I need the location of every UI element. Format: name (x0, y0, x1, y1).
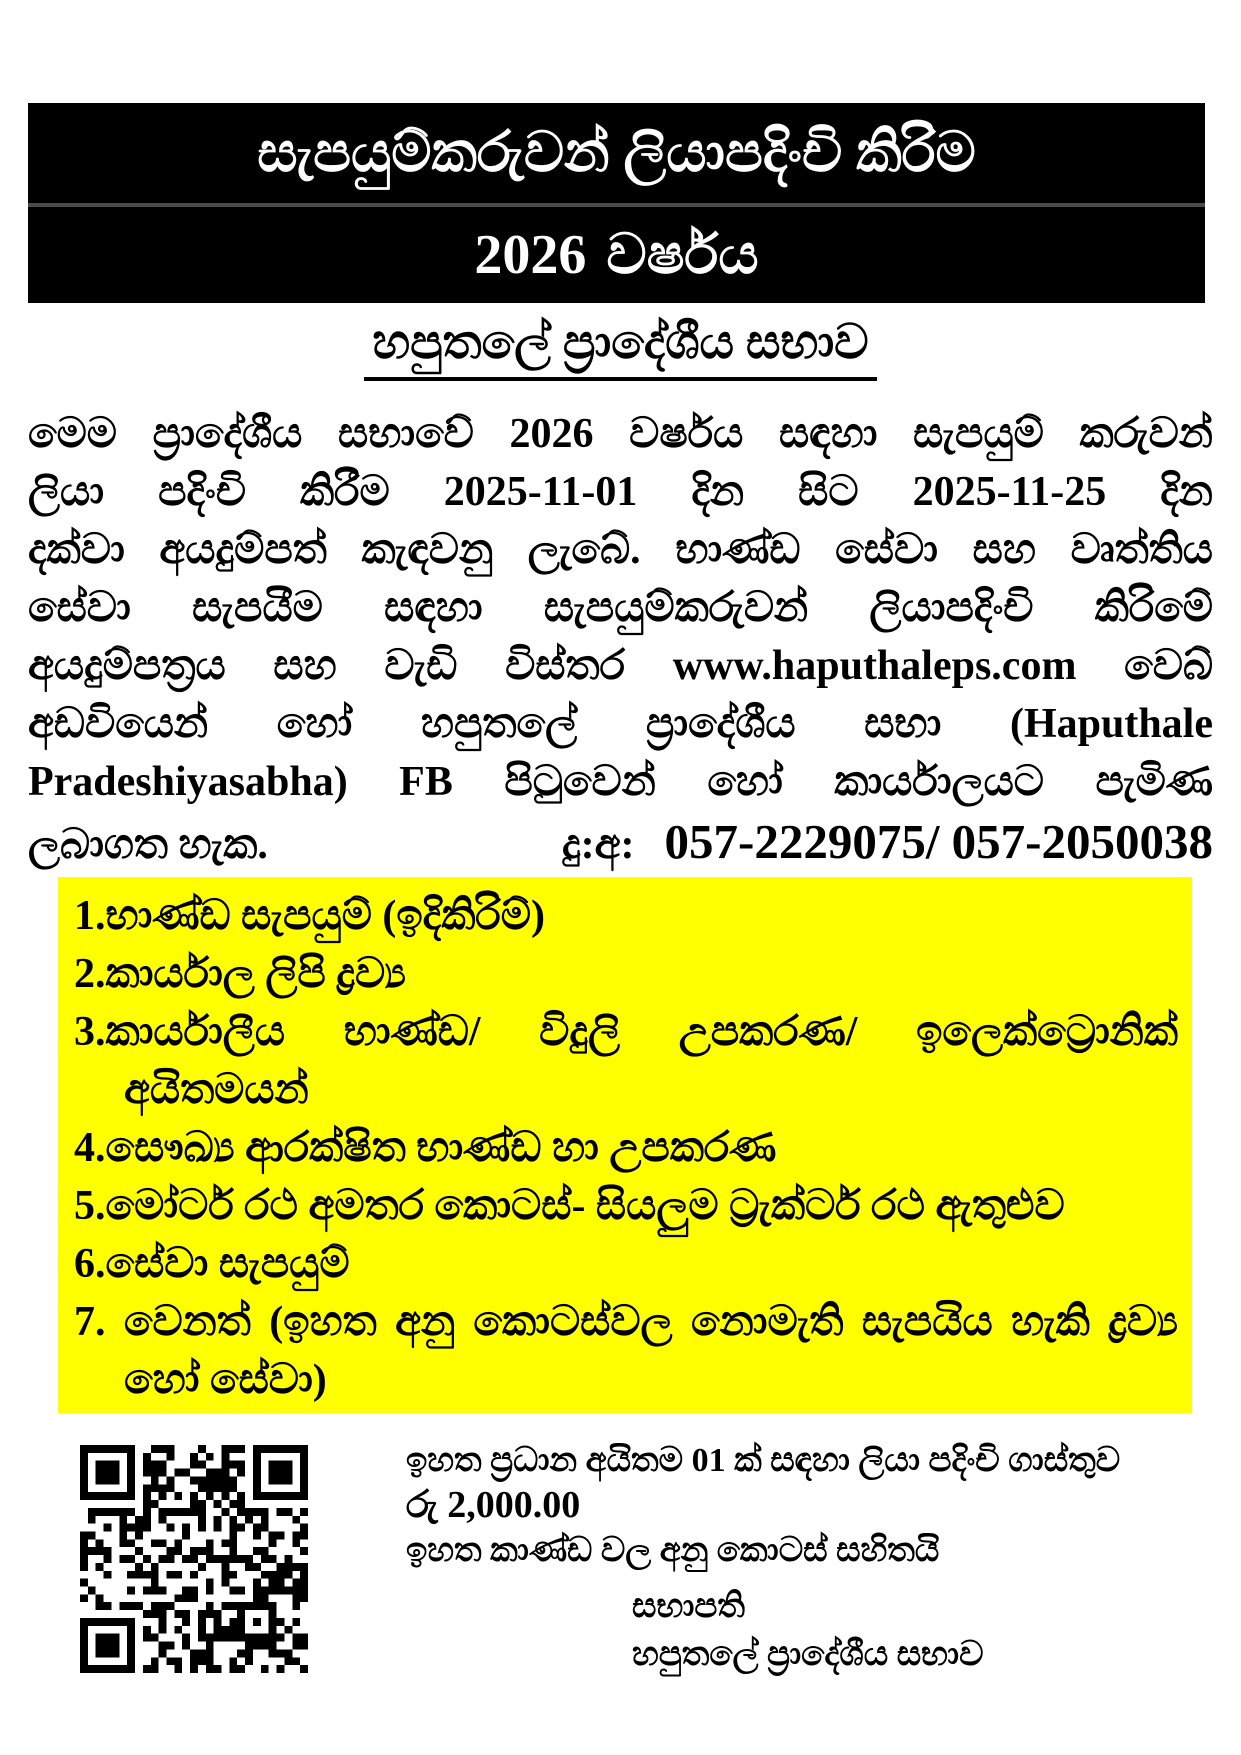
signature-role: සභාපති (632, 1588, 746, 1625)
page-title: හපුතලේ ප්‍රාදේශීය සභාව (364, 315, 876, 381)
body-line-3: දක්වා අයදුම්පත් කැඳවනු ලැබේ. භාණ්ඩ සේවා සහ වෘත්තිය (28, 527, 1213, 573)
phone-label: දු:අ: (562, 822, 635, 868)
item-number: 1. (74, 893, 106, 939)
signature-org: හපුතලේ ප්‍රාදේශීය සභාව (632, 1636, 984, 1673)
list-item (74, 1177, 1178, 1235)
category-list (58, 877, 1192, 1413)
contact-line (28, 811, 1213, 873)
item-number: 5. (74, 1183, 106, 1229)
item-text: සෞඛ්‍ය ආරක්ෂිත භාණ්ඩ හා උපකරණ (105, 1125, 777, 1171)
list-item (74, 945, 1178, 1003)
list-item (74, 887, 1178, 945)
qr-code-icon (80, 1445, 308, 1673)
item-text: කාර්යාලීය භාණ්ඩ/ විදුලි උපකරණ/ ඉලෙක්ට්‍රොනික් අයිතමයන් (105, 1009, 1178, 1113)
item-number: 4. (74, 1125, 106, 1171)
body-line-6: අඩවියෙන් හෝ හපුතලේ ප්‍රාදේශීය සභා (Haputhale (28, 701, 1213, 747)
title-row (0, 315, 1241, 381)
list-item (74, 1235, 1178, 1293)
fee-line-1: ඉහත ප්‍රධාන අයිතම 01 ක් සඳහා ලියා පදිංචි ගාස්තුව (406, 1442, 1121, 1479)
item-number: 7. (74, 1299, 106, 1345)
item-text: කාර්යාල ලිපි ද්‍රව්‍ය (105, 951, 407, 997)
header-banner (28, 103, 1205, 303)
item-text: මෝටර් රථ අමතර කොටස්- සියලුම ට්‍රැක්ටර් රථ ඇතුළුව (105, 1183, 1065, 1229)
header-title: සැපයුම්කරුවන් ලියාපදිංචි කිරිම (28, 103, 1205, 207)
list-item (74, 1293, 1178, 1409)
body-line-4: සේවා සැපයීම සඳහා සැපයුම්කරුවන් ලියාපදිංචි කිරිමේ (28, 585, 1213, 631)
phone-numbers: 057-2229075/ 057-2050038 (664, 814, 1213, 869)
contact-left-text: ලබාගත හැක. (28, 822, 268, 868)
item-number: 6. (74, 1241, 106, 1287)
item-text: සේවා සැපයුම් (105, 1241, 350, 1287)
item-number: 2. (74, 951, 106, 997)
item-number: 3. (74, 1009, 106, 1055)
list-item (74, 1119, 1178, 1177)
item-text: භාණ්ඩ සැපයුම් (ඉදිකිරිම්) (105, 893, 545, 939)
body-line-2: ලියා පදිංචි කිරීම 2025-11-01 දින සිට 2025-11-25 දින (28, 469, 1213, 515)
fee-amount: රු 2,000.00 (406, 1484, 581, 1526)
item-text: වෙනත් (ඉහත අනු කොටස්වල නොමැති සැපයිය හැකි ද්‍රව්‍ය හෝ සේවා) (105, 1299, 1178, 1403)
list-item (74, 1003, 1178, 1119)
body-line-5: අයදුම්පත්‍රය සහ වැඩි විස්තර www.haputhaleps.com වෙබ් (28, 643, 1213, 689)
body-line-1: මෙම ප්‍රාදේශීය සභාවේ 2026 වර්ෂය සඳහා සැපයුම් කරුවන් (28, 411, 1213, 457)
fee-line-3: ඉහත කාණ්ඩ වල අනු කොටස් සහිතයි (406, 1532, 940, 1569)
header-year-row (28, 207, 1205, 303)
header-year-number: 2026 (474, 224, 587, 286)
body-paragraph (28, 405, 1213, 873)
header-year-word: වර්ෂය (606, 223, 759, 286)
signature-block (632, 1583, 984, 1679)
fee-note (406, 1438, 1120, 1573)
body-line-7: Pradeshiyasabha) FB පිටුවෙන් හෝ කාර්යාලයට පැමිණ (28, 759, 1213, 805)
